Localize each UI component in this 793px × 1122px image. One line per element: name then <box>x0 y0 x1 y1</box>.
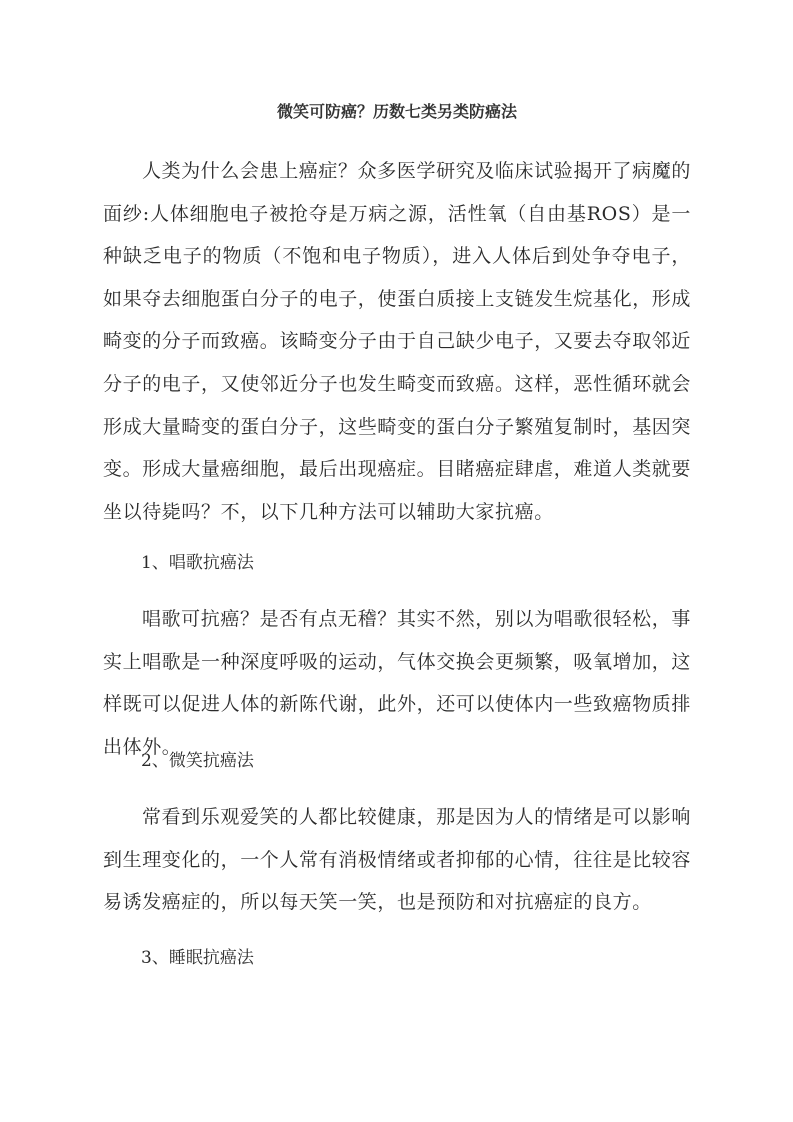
document-title: 微笑可防癌？历数七类另类防癌法 <box>276 102 517 121</box>
section-heading-smiling: 2、微笑抗癌法 <box>141 751 254 771</box>
intro-paragraph: 人类为什么会患上癌症？众多医学研究及临床试验揭开了病魔的面纱:人体细胞电子被抢夺是万病之源，活性氧（自由基ROS）是一种缺乏电子的物质（不饱和电子物质），进入人体后到处争夺电子，如果夺去细胞蛋白分子的电子，使蛋白质接上支链发生烷基化，形成畸变的分子而致癌。该畸变分子由于自己缺少电子，又要去夺取邻近分子的电子，又使邻近分子也发生畸变而致癌。这样，恶性循环就会形成大量畸变的蛋白分子，这些畸变的蛋白分子繁殖复制时，基因突变。形成大量癌细胞，最后出现癌症。目睹癌症肆虐，难道人类就要坐以待毙吗？不，以下几种方法可以辅助大家抗癌。 <box>103 160 692 523</box>
section-heading-sleeping: 3、睡眠抗癌法 <box>141 948 254 968</box>
section-body-singing: 唱歌可抗癌？是否有点无稽？其实不然，别以为唱歌很轻松，事实上唱歌是一种深度呼吸的运动，气体交换会更频繁，吸氧增加，这样既可以促进人体的新陈代谢，此外，还可以使体内一些致癌物质排出体外。 <box>103 608 692 758</box>
section-body-smiling: 常看到乐观爱笑的人都比较健康，那是因为人的情绪是可以影响到生理变化的，一个人常有消极情绪或者抑郁的心情，往往是比较容易诱发癌症的，所以每天笑一笑，也是预防和对抗癌症的良方。 <box>103 806 692 914</box>
section-heading-singing: 1、唱歌抗癌法 <box>141 553 254 573</box>
